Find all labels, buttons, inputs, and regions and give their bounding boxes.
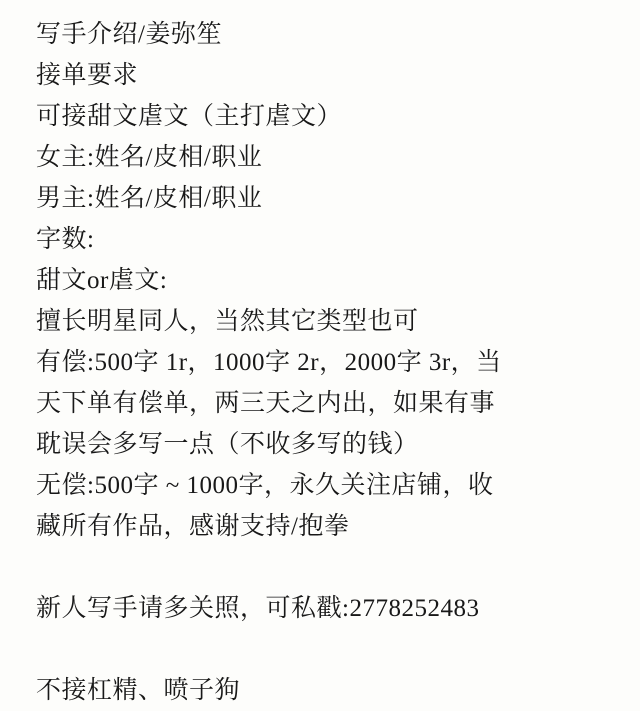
document-line-word-count: 字数: (36, 226, 95, 253)
document-line-refusal-note: 不接杠精、喷子狗 (36, 677, 241, 704)
document-line-title: 写手介绍/姜弥笙 (36, 21, 222, 48)
document-line-sweet-or-angst: 甜文or虐文: (36, 267, 168, 294)
document-line-free-terms-2: 藏所有作品，感谢支持/抱拳 (36, 513, 350, 540)
document-line-order-requirements-heading: 接单要求 (36, 62, 139, 89)
document-line-paid-pricing-2: 天下单有偿单，两三天之内出，如果有事 (36, 390, 496, 417)
document-line-free-terms-1: 无偿:500字 ~ 1000字，永久关注店铺，收 (36, 472, 494, 499)
document-line-contact: 新人写手请多关照，可私戳:2778252483 (36, 595, 480, 622)
document-line-paid-pricing-1: 有偿:500字 1r，1000字 2r，2000字 3r，当 (36, 349, 502, 376)
document-line-male-lead: 男主:姓名/皮相/职业 (36, 185, 263, 212)
document-line-spacer-1 (36, 547, 622, 588)
document-line-female-lead: 女主:姓名/皮相/职业 (36, 144, 263, 171)
document-line-spacer-2 (36, 629, 622, 670)
document-line-paid-pricing-3: 耽误会多写一点（不收多写的钱） (36, 431, 419, 458)
document-line-specialty: 擅长明星同人，当然其它类型也可 (36, 308, 419, 335)
document-line-genre: 可接甜文虐文（主打虐文） (36, 103, 343, 130)
